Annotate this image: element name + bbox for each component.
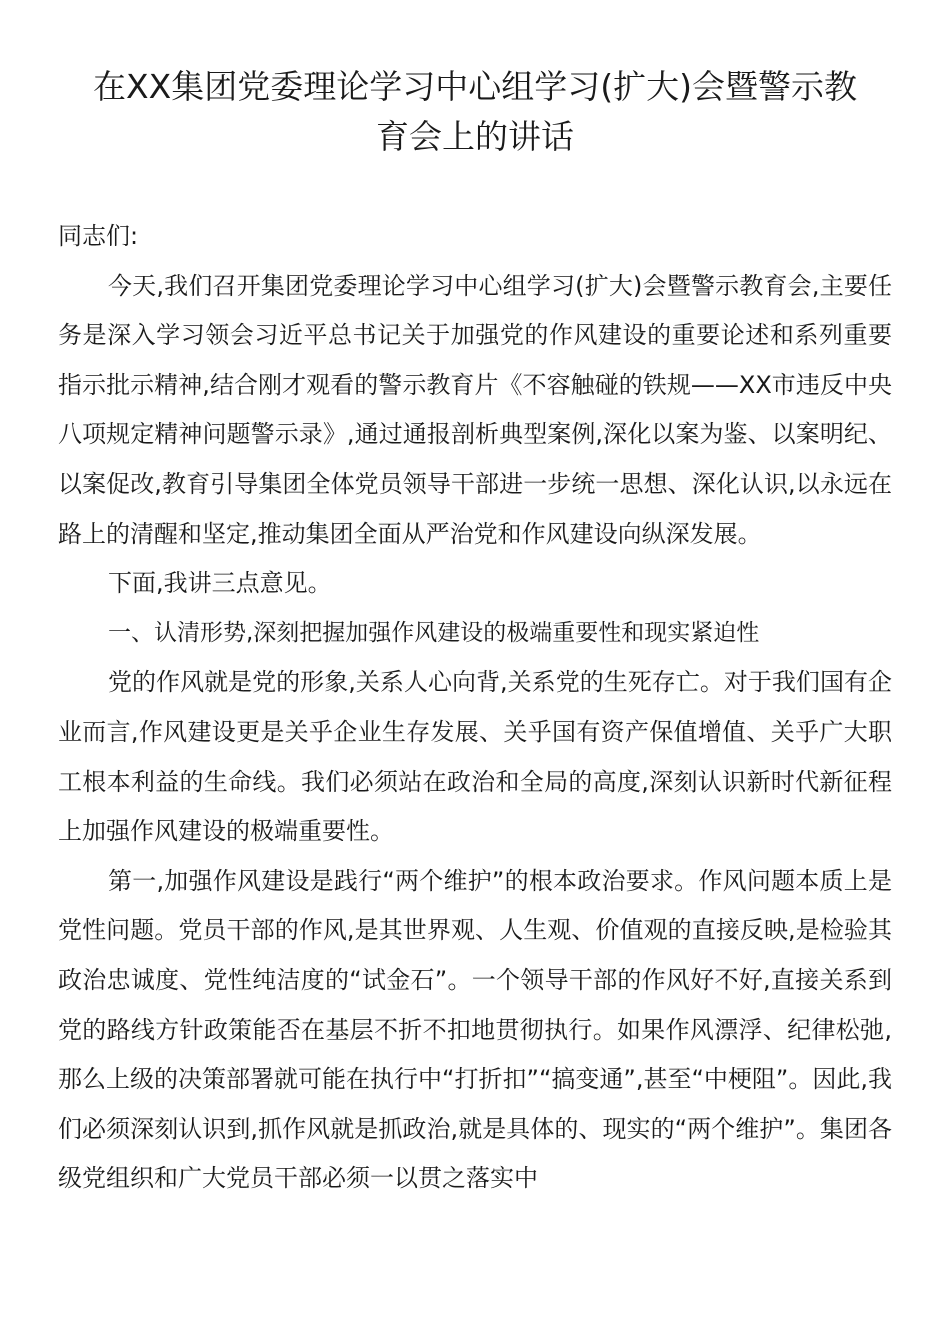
title-line-2: 育会上的讲话 — [376, 117, 574, 156]
document-title — [58, 62, 892, 162]
title-line-1: 在XX集团党委理论学习中心组学习(扩大)会暨警示教 — [93, 67, 857, 106]
paragraph-section1-point1: 第一,加强作风建设是践行“两个维护”的根本政治要求。作风问题本质上是党性问题。党员干部的作风,是其世界观、人生观、价值观的直接反映,是检验其政治忠诚度、党性纯洁度的“试金石”。一个领导干部的作风好不好,直接关系到党的路线方针政策能否在基层不折不扣地贯彻执行。如果作风漂浮、纪律松弛,那么上级的决策部署就可能在执行中“打折扣”“搞变通”,甚至“中梗阻”。因此,我们必须深刻认识到,抓作风就是抓政治,就是具体的、现实的“两个维护”。集团各级党组织和广大党员干部必须一以贯之落实中 — [58, 866, 892, 1193]
section-heading-1: 一、认清形势,深刻把握加强作风建设的极端重要性和现实紧迫性 — [108, 619, 760, 646]
document-body — [58, 212, 892, 1204]
paragraph-section1-intro: 党的作风就是党的形象,关系人心向背,关系党的生死存亡。对于我们国有企业而言,作风建设更是关乎企业生存发展、关乎国有资产保值增值、关乎广大职工根本利益的生命线。我们必须站在政治和全局的高度,深刻认识新时代新征程上加强作风建设的极端重要性。 — [58, 668, 892, 846]
paragraph-outline: 下面,我讲三点意见。 — [108, 569, 332, 598]
salutation: 同志们: — [58, 222, 139, 250]
paragraph-intro: 今天,我们召开集团党委理论学习中心组学习(扩大)会暨警示教育会,主要任务是深入学习领会习近平总书记关于加强党的作风建设的重要论述和系列重要指示批示精神,结合刚才观看的警示教育片《不容触碰的铁规——XX市违反中央八项规定精神问题警示录》,通过通报剖析典型案例,深化以案为鉴、以案明纪、以案促改,教育引导集团全体党员领导干部进一步统一思想、深化认识,以永远在路上的清醒和坚定,推动集团全面从严治党和作风建设向纵深发展。 — [58, 271, 892, 548]
